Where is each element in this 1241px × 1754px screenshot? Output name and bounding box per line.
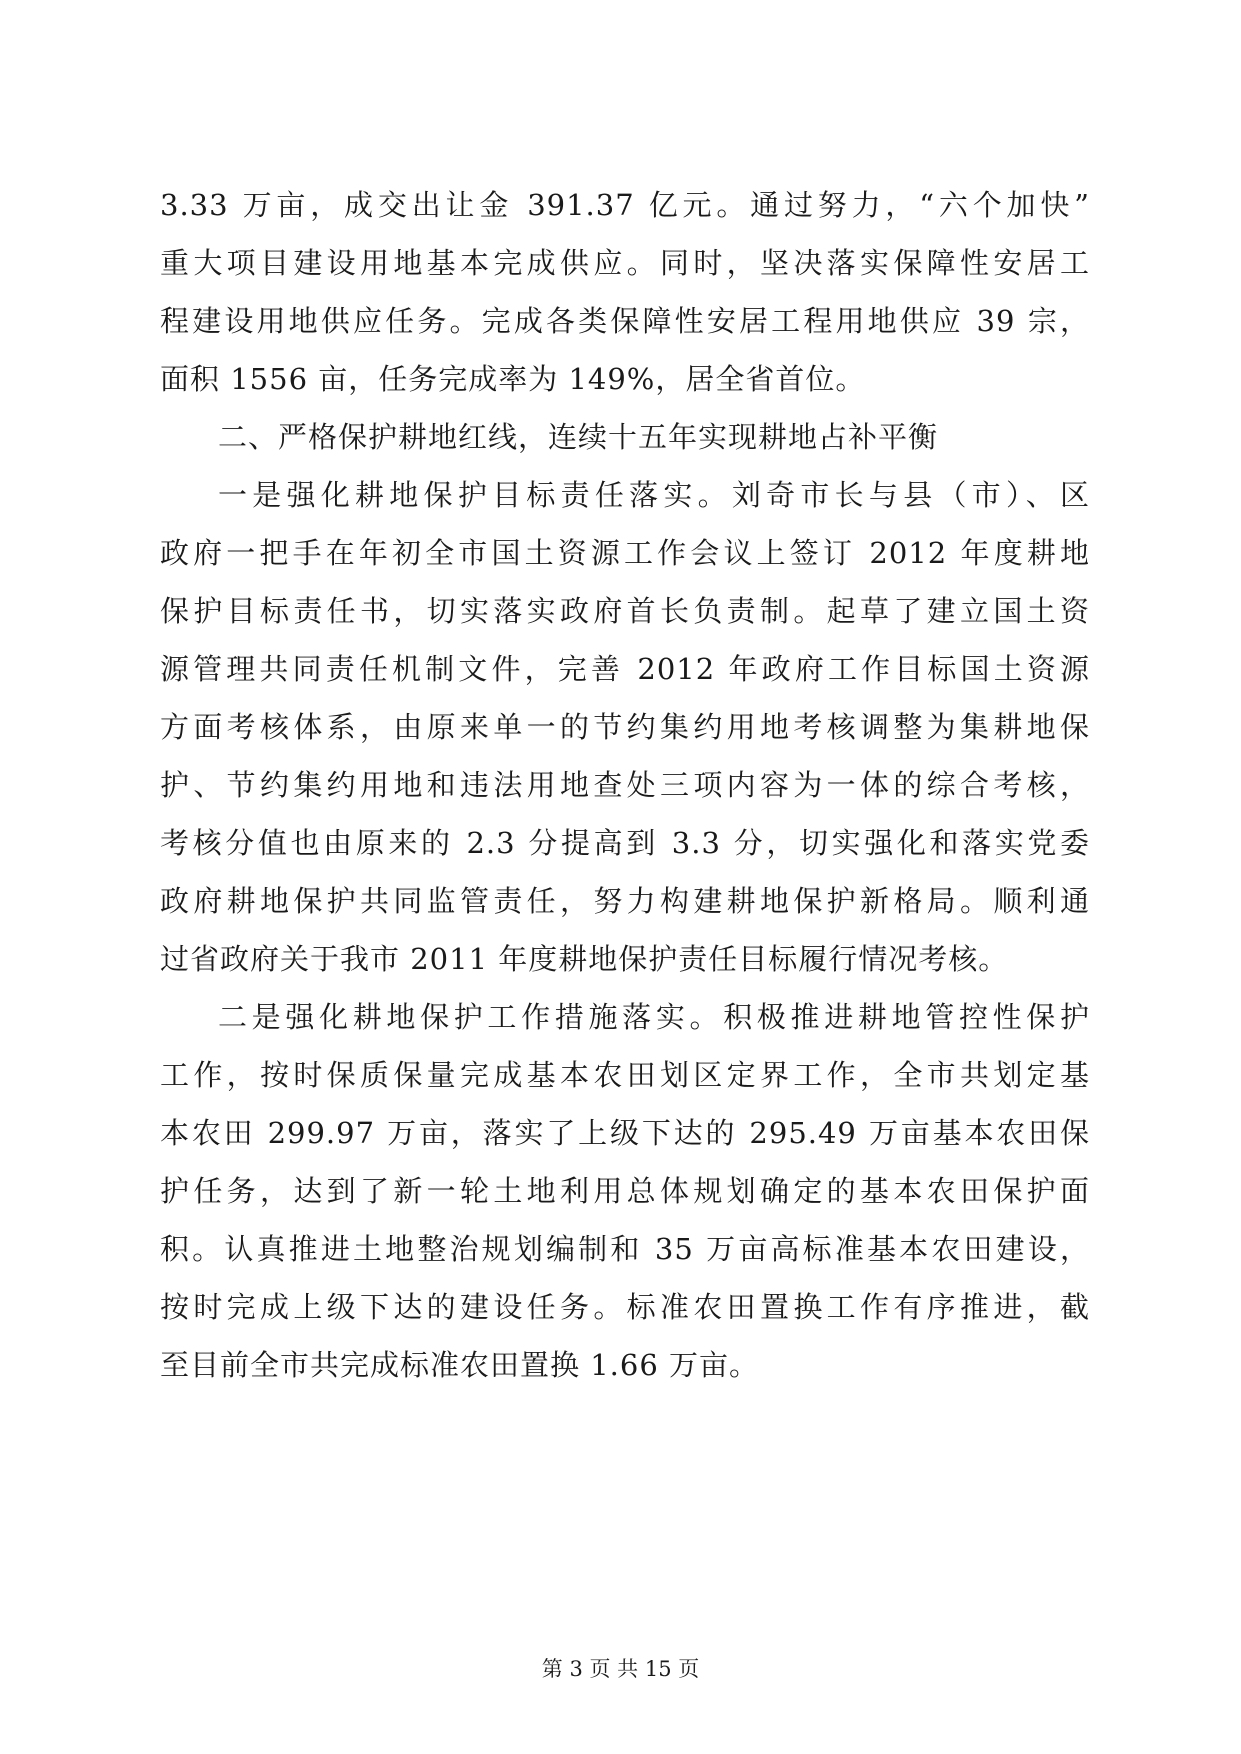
text-line: 本农田 299.97 万亩，落实了上级下达的 295.49 万亩基本农田保	[160, 1116, 1090, 1150]
text-line: 面积 1556 亩，任务完成率为 149%，居全省首位。	[160, 362, 866, 396]
text-line: 一是强化耕地保护目标责任落实。刘奇市长与县（市）、区	[218, 478, 1090, 512]
text-line: 重大项目建设用地基本完成供应。同时，坚决落实保障性安居工	[160, 246, 1090, 280]
text-line: 源管理共同责任机制文件，完善 2012 年政府工作目标国土资源	[160, 652, 1090, 686]
text-line: 二、严格保护耕地红线，连续十五年实现耕地占补平衡	[218, 420, 939, 454]
text-line: 至目前全市共完成标准农田置换 1.66 万亩。	[160, 1348, 760, 1382]
text-line: 政府一把手在年初全市国土资源工作会议上签订 2012 年度耕地	[160, 536, 1090, 570]
text-line: 工作，按时保质保量完成基本农田划区定界工作，全市共划定基	[160, 1058, 1090, 1092]
text-line: 程建设用地供应任务。完成各类保障性安居工程用地供应 39 宗，	[160, 304, 1090, 338]
page-footer: 第 3 页 共 15 页	[541, 1657, 700, 1681]
text-line: 考核分值也由原来的 2.3 分提高到 3.3 分，切实强化和落实党委	[160, 826, 1090, 860]
text-line: 3.33 万亩，成交出让金 391.37 亿元。通过努力，“六个加快”	[160, 188, 1090, 222]
text-line: 护、节约集约用地和违法用地查处三项内容为一体的综合考核，	[160, 768, 1090, 802]
text-line: 政府耕地保护共同监管责任，努力构建耕地保护新格局。顺利通	[160, 884, 1090, 918]
text-line: 积。认真推进土地整治规划编制和 35 万亩高标准基本农田建设，	[160, 1232, 1090, 1266]
body-text	[160, 176, 1090, 1394]
text-line: 护任务，达到了新一轮土地利用总体规划确定的基本农田保护面	[160, 1174, 1090, 1208]
text-line: 按时完成上级下达的建设任务。标准农田置换工作有序推进，截	[160, 1290, 1090, 1324]
text-line: 方面考核体系，由原来单一的节约集约用地考核调整为集耕地保	[160, 710, 1090, 744]
text-line: 保护目标责任书，切实落实政府首长负责制。起草了建立国土资	[160, 594, 1090, 628]
text-line: 过省政府关于我市 2011 年度耕地保护责任目标履行情况考核。	[160, 942, 1009, 976]
text-line: 二是强化耕地保护工作措施落实。积极推进耕地管控性保护	[218, 1000, 1090, 1034]
